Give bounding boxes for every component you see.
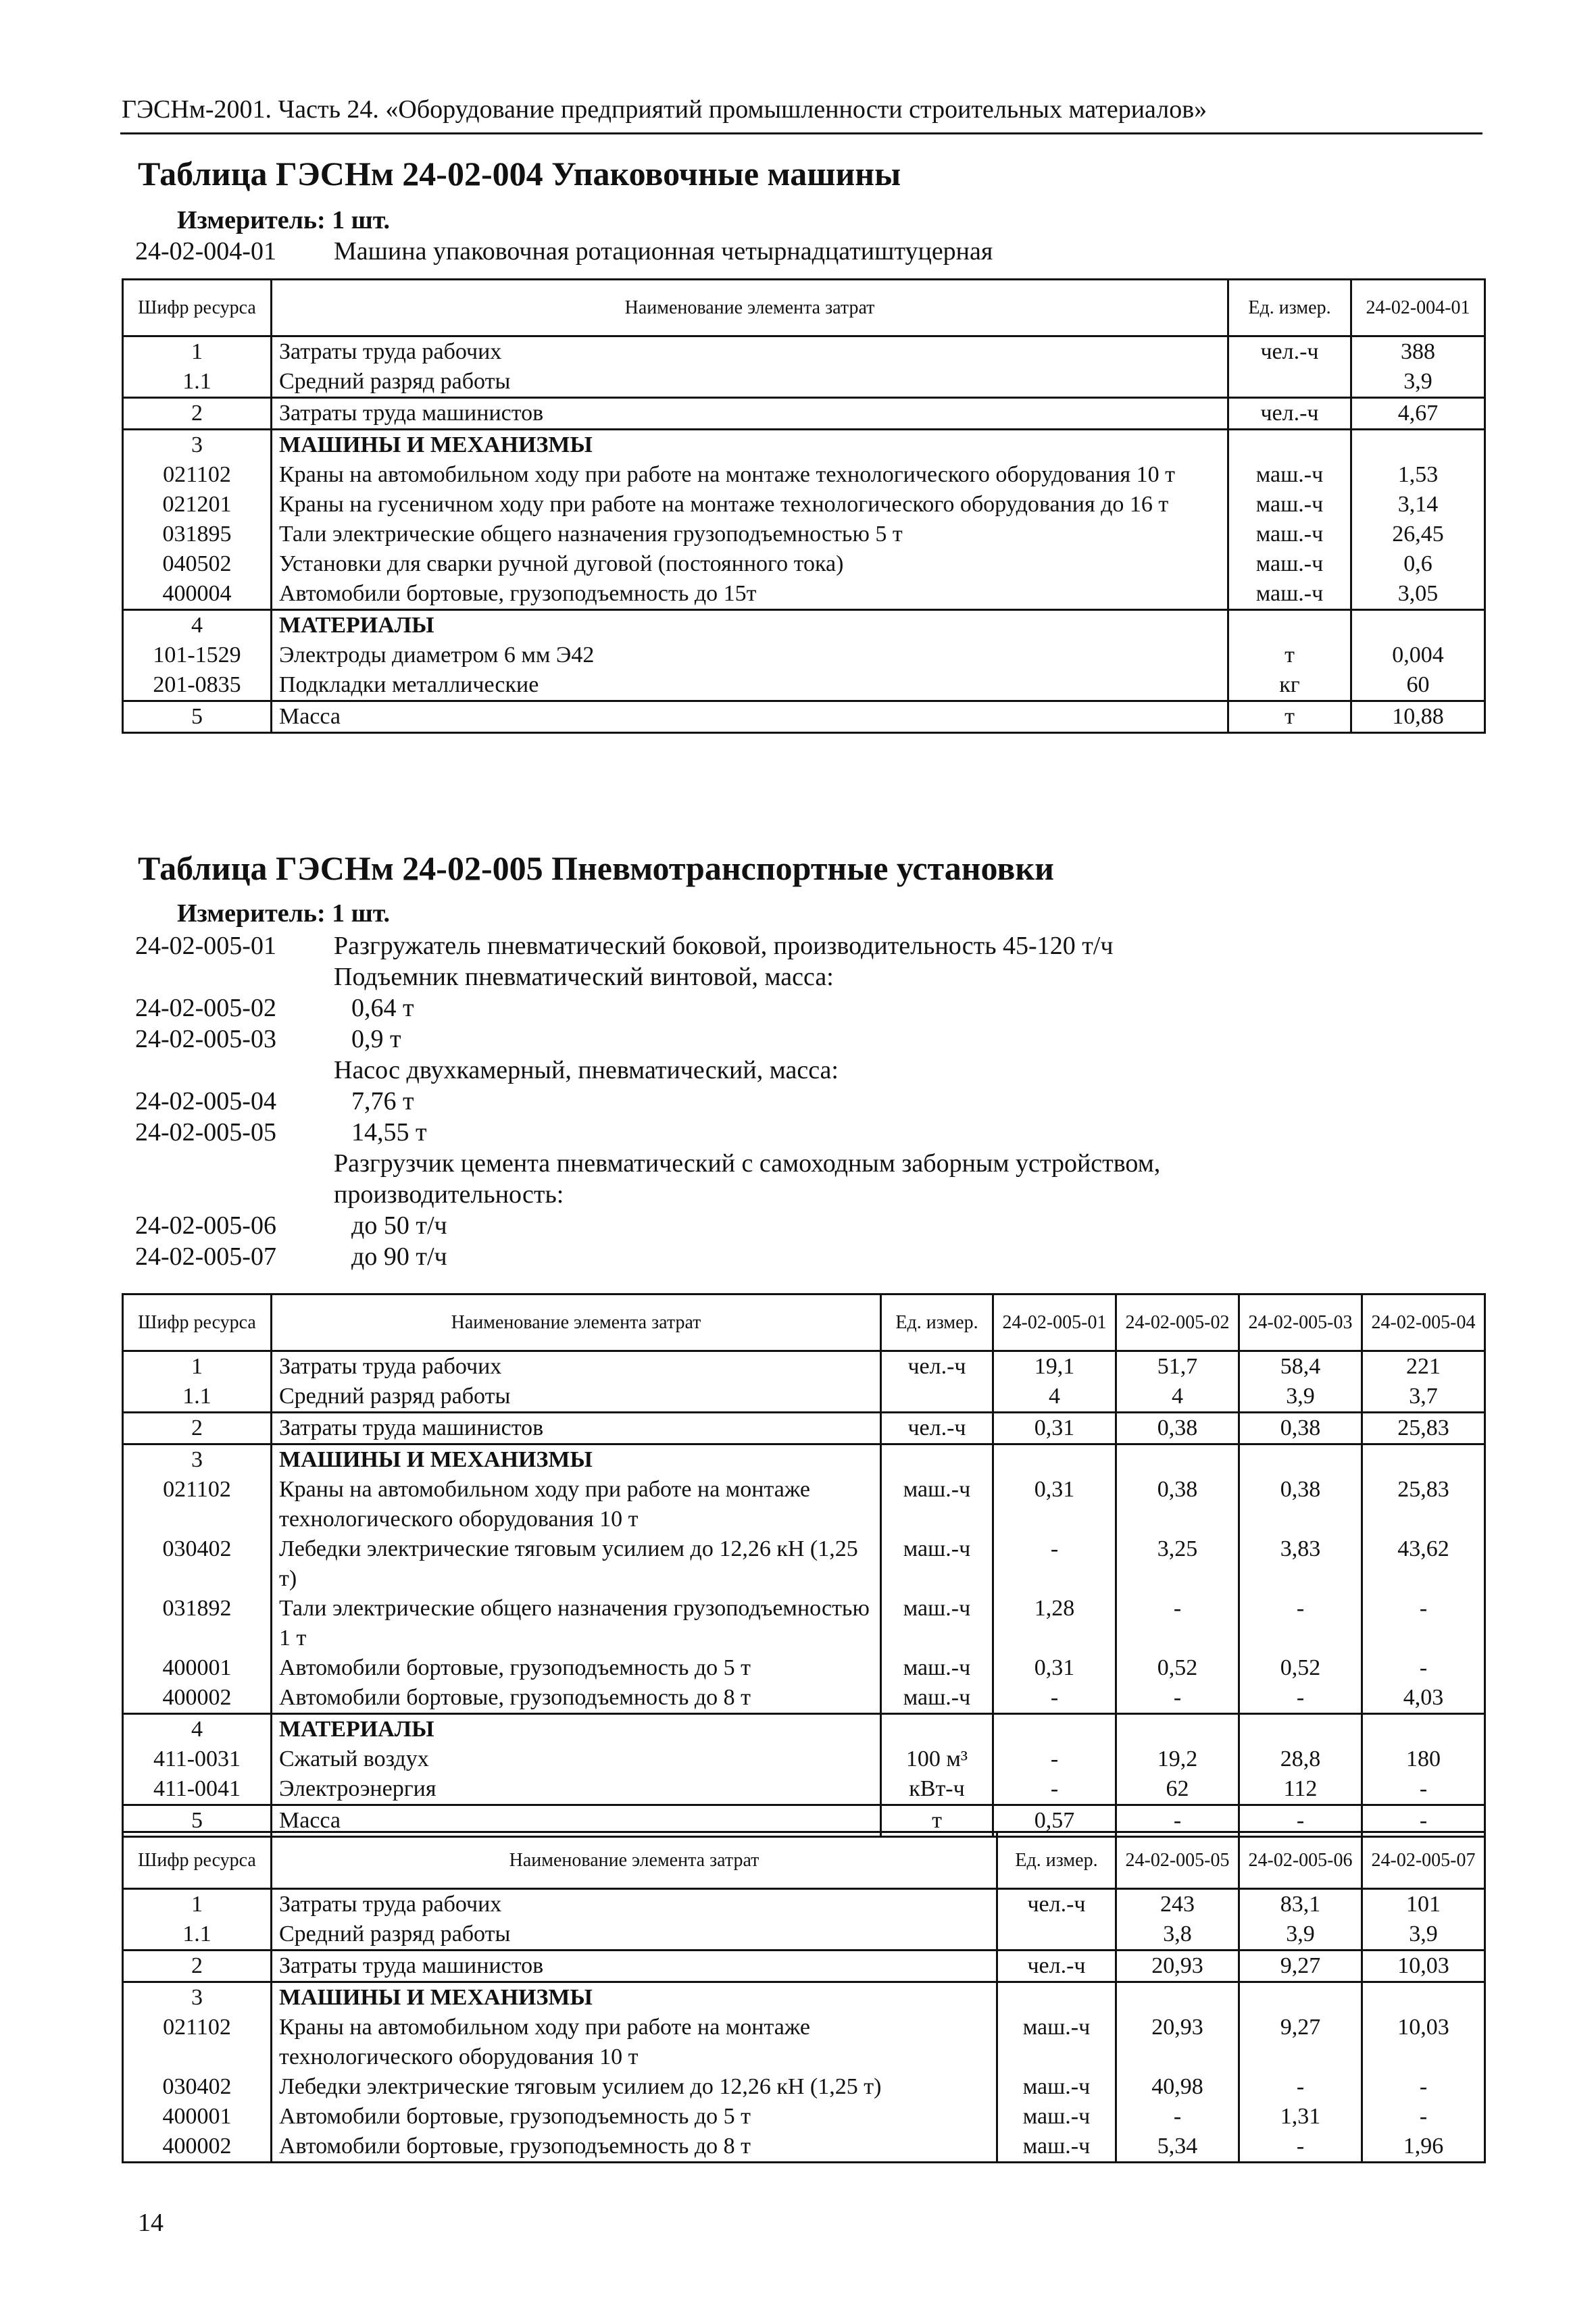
cell-name: Электроды диаметром 6 мм Э42	[272, 640, 1228, 670]
table-row	[123, 1744, 1485, 1774]
cell-unit: чел.-ч	[1228, 398, 1351, 430]
cell-code: 1	[123, 1889, 272, 1920]
running-header: ГЭСНм-2001. Часть 24. «Оборудование предприятий промышленности строительных материалов»	[122, 95, 1207, 124]
table-row	[123, 1444, 1485, 1476]
cell-value: 10,88	[1351, 701, 1485, 733]
cell-code: 400004	[123, 579, 272, 610]
cell-value: 388	[1351, 336, 1485, 368]
cell-unit	[881, 1382, 993, 1413]
cell-unit: маш.-ч	[997, 2102, 1116, 2132]
table-row	[123, 1653, 1485, 1683]
cell-value: 4	[993, 1382, 1116, 1413]
header-cell: Ед. измер.	[1228, 280, 1351, 336]
cell-value	[1116, 1982, 1239, 2013]
cell-value: 3,05	[1351, 579, 1485, 610]
cell-value: 0,52	[1239, 1653, 1362, 1683]
cell-code: 031892	[123, 1594, 272, 1653]
cell-code: 400002	[123, 2132, 272, 2163]
cell-name: Средний разряд работы	[272, 367, 1228, 398]
cell-value: -	[1116, 1683, 1239, 1714]
cell-value: 0,38	[1116, 1413, 1239, 1444]
cell-name: Затраты труда машинистов	[272, 1413, 881, 1444]
cell-value: 10,03	[1362, 2013, 1485, 2072]
cell-unit: т	[1228, 640, 1351, 670]
cell-value: 9,27	[1239, 1951, 1362, 1982]
cell-value: 26,45	[1351, 520, 1485, 549]
table-row	[123, 1919, 1485, 1951]
table-row	[123, 1594, 1485, 1653]
cell-name: Установки для сварки ручной дуговой (постоянного тока)	[272, 549, 1228, 579]
cell-code: 1	[123, 336, 272, 368]
cell-code: 201-0835	[123, 670, 272, 701]
cell-value: 83,1	[1239, 1889, 1362, 1920]
table-row	[123, 1413, 1485, 1444]
cell-value: 0,57	[993, 1805, 1116, 1837]
section2-table-1	[122, 1293, 1486, 1838]
table-row	[123, 1351, 1485, 1382]
cell-unit: маш.-ч	[1228, 549, 1351, 579]
header-cell: 24-02-005-05	[1116, 1832, 1239, 1889]
cell-value	[1239, 1982, 1362, 2013]
cell-value: 25,83	[1362, 1413, 1485, 1444]
cell-value: 3,7	[1362, 1382, 1485, 1413]
item-code: 24-02-005-01	[135, 932, 276, 960]
cell-code: 411-0041	[123, 1774, 272, 1805]
header-cell: 24-02-005-06	[1239, 1832, 1362, 1889]
cell-unit: маш.-ч	[881, 1534, 993, 1594]
item-code: 24-02-005-02	[135, 994, 276, 1022]
cell-value	[993, 1444, 1116, 1476]
header-cell: Наименование элемента затрат	[272, 1832, 997, 1889]
table-row	[123, 520, 1485, 549]
cell-value: -	[993, 1774, 1116, 1805]
header-cell: 24-02-005-03	[1239, 1294, 1362, 1351]
header-cell: Шифр ресурса	[123, 1294, 272, 1351]
cell-value: 0,31	[993, 1475, 1116, 1534]
table-row	[123, 460, 1485, 490]
cell-value: 28,8	[1239, 1744, 1362, 1774]
table-row	[123, 579, 1485, 610]
cell-value: -	[1239, 2132, 1362, 2163]
cell-code: 031895	[123, 520, 272, 549]
cell-value: 3,9	[1239, 1919, 1362, 1951]
table-row	[123, 670, 1485, 701]
item-text: производительность:	[334, 1180, 564, 1209]
cell-value: -	[1362, 1805, 1485, 1837]
cell-value: -	[993, 1683, 1116, 1714]
cell-unit: 100 м³	[881, 1744, 993, 1774]
table-row	[123, 2013, 1485, 2072]
cell-value: 10,03	[1362, 1951, 1485, 1982]
table-row	[123, 398, 1485, 430]
cell-value: 0,6	[1351, 549, 1485, 579]
cell-value: -	[1239, 2072, 1362, 2102]
cell-name: Затраты труда машинистов	[272, 398, 1228, 430]
header-cell: 24-02-005-01	[993, 1294, 1116, 1351]
cell-code: 021102	[123, 1475, 272, 1534]
table-row	[123, 701, 1485, 733]
item-code: 24-02-005-05	[135, 1118, 276, 1147]
header-cell: Шифр ресурса	[123, 1832, 272, 1889]
cell-unit: чел.-ч	[881, 1351, 993, 1382]
header-cell: Шифр ресурса	[123, 280, 272, 336]
cell-name: Подкладки металлические	[272, 670, 1228, 701]
cell-name: Краны на автомобильном ходу при работе на монтаже технологического оборудования 10 т	[272, 460, 1228, 490]
cell-unit: кВт-ч	[881, 1774, 993, 1805]
cell-code: 021102	[123, 2013, 272, 2072]
table-row	[123, 549, 1485, 579]
cell-value: 0,004	[1351, 640, 1485, 670]
cell-unit: маш.-ч	[997, 2072, 1116, 2102]
header-cell: Наименование элемента затрат	[272, 280, 1228, 336]
header-rule	[120, 132, 1482, 134]
cell-name: Масса	[272, 1805, 881, 1837]
cell-value	[1116, 1444, 1239, 1476]
cell-value: 62	[1116, 1774, 1239, 1805]
cell-name: Затраты труда рабочих	[272, 1351, 881, 1382]
cell-unit: маш.-ч	[1228, 490, 1351, 520]
table-row	[123, 336, 1485, 368]
cell-value: 0,38	[1239, 1413, 1362, 1444]
cell-code: 021201	[123, 490, 272, 520]
table-row	[123, 640, 1485, 670]
cell-name: Лебедки электрические тяговым усилием до 12,26 кН (1,25 т)	[272, 2072, 997, 2102]
cell-value: -	[1362, 1774, 1485, 1805]
cell-name: МАШИНЫ И МЕХАНИЗМЫ	[272, 1982, 997, 2013]
cell-unit: маш.-ч	[1228, 579, 1351, 610]
cell-name: Автомобили бортовые, грузоподъемность до 8 т	[272, 1683, 881, 1714]
table-row	[123, 610, 1485, 641]
cell-value: 60	[1351, 670, 1485, 701]
section2-table-2	[122, 1831, 1486, 2163]
cell-value: 1,28	[993, 1594, 1116, 1653]
header-cell: Ед. измер.	[881, 1294, 993, 1351]
cell-code: 400001	[123, 1653, 272, 1683]
cell-value: -	[1362, 1653, 1485, 1683]
table-row	[123, 1982, 1485, 2013]
cell-code: 1.1	[123, 1919, 272, 1951]
cell-value: 19,2	[1116, 1744, 1239, 1774]
cell-unit: маш.-ч	[1228, 460, 1351, 490]
cell-unit	[997, 1919, 1116, 1951]
header-cell: 24-02-004-01	[1351, 280, 1485, 336]
table-row	[123, 1475, 1485, 1534]
cell-name: Средний разряд работы	[272, 1382, 881, 1413]
cell-code: 1.1	[123, 1382, 272, 1413]
table-row	[123, 430, 1485, 461]
section1-table	[122, 278, 1486, 734]
cell-unit	[1228, 430, 1351, 461]
table-row	[123, 1534, 1485, 1594]
cell-unit: т	[881, 1805, 993, 1837]
cell-code: 400001	[123, 2102, 272, 2132]
cell-value: -	[1362, 2102, 1485, 2132]
cell-name: Сжатый воздух	[272, 1744, 881, 1774]
item-text: до 50 т/ч	[351, 1211, 447, 1240]
cell-name: МАТЕРИАЛЫ	[272, 1714, 881, 1745]
cell-value	[1116, 1714, 1239, 1745]
item-text: Подъемник пневматический винтовой, масса:	[334, 963, 834, 991]
cell-value: 58,4	[1239, 1351, 1362, 1382]
cell-code: 5	[123, 701, 272, 733]
cell-value: 0,38	[1116, 1475, 1239, 1534]
cell-unit: маш.-ч	[997, 2132, 1116, 2163]
item-code: 24-02-005-03	[135, 1025, 276, 1053]
cell-value	[1239, 1444, 1362, 1476]
cell-name: Средний разряд работы	[272, 1919, 997, 1951]
cell-value: 180	[1362, 1744, 1485, 1774]
cell-value: -	[1116, 1805, 1239, 1837]
cell-value	[993, 1714, 1116, 1745]
section1-item-code: 24-02-004-01	[135, 237, 276, 266]
cell-value: 0,38	[1239, 1475, 1362, 1534]
cell-value: 4	[1116, 1382, 1239, 1413]
section2-measure: Измеритель: 1 шт.	[177, 899, 391, 928]
cell-code: 101-1529	[123, 640, 272, 670]
cell-value: -	[1362, 2072, 1485, 2102]
cell-value: 243	[1116, 1889, 1239, 1920]
cell-unit: маш.-ч	[881, 1475, 993, 1534]
cell-value: 4,67	[1351, 398, 1485, 430]
table-row	[123, 1889, 1485, 1920]
cell-value: 3,9	[1362, 1919, 1485, 1951]
cell-value: 0,52	[1116, 1653, 1239, 1683]
cell-name: Электроэнергия	[272, 1774, 881, 1805]
cell-name: Лебедки электрические тяговым усилием до 12,26 кН (1,25 т)	[272, 1534, 881, 1594]
item-text: до 90 т/ч	[351, 1242, 447, 1271]
table-row	[123, 1951, 1485, 1982]
cell-code: 040502	[123, 549, 272, 579]
cell-code: 1	[123, 1351, 272, 1382]
cell-code: 2	[123, 398, 272, 430]
cell-value: 19,1	[993, 1351, 1116, 1382]
cell-value: 43,62	[1362, 1534, 1485, 1594]
cell-value: -	[1239, 1683, 1362, 1714]
cell-value: 221	[1362, 1351, 1485, 1382]
cell-name: Тали электрические общего назначения грузоподъемностью 1 т	[272, 1594, 881, 1653]
cell-value: 3,83	[1239, 1534, 1362, 1594]
cell-value: -	[1239, 1805, 1362, 1837]
cell-code: 4	[123, 610, 272, 641]
table-row	[123, 1714, 1485, 1745]
cell-name: Автомобили бортовые, грузоподъемность до 5 т	[272, 2102, 997, 2132]
table-row	[123, 1382, 1485, 1413]
cell-name: МАШИНЫ И МЕХАНИЗМЫ	[272, 1444, 881, 1476]
cell-value: 0,31	[993, 1413, 1116, 1444]
cell-value: 112	[1239, 1774, 1362, 1805]
item-code: 24-02-005-06	[135, 1211, 276, 1240]
cell-unit: чел.-ч	[997, 1889, 1116, 1920]
cell-code: 2	[123, 1951, 272, 1982]
item-code: 24-02-005-04	[135, 1087, 276, 1115]
cell-value: 20,93	[1116, 1951, 1239, 1982]
cell-name: МАТЕРИАЛЫ	[272, 610, 1228, 641]
cell-value: 25,83	[1362, 1475, 1485, 1534]
cell-value: -	[1116, 1594, 1239, 1653]
table-header-row	[123, 1832, 1485, 1889]
section2-title: Таблица ГЭСНм 24-02-005 Пневмотранспортные установки	[138, 849, 1054, 887]
cell-name: Краны на автомобильном ходу при работе на монтаже технологического оборудования 10 т	[272, 2013, 997, 2072]
item-text: Насос двухкамерный, пневматический, масса:	[334, 1056, 839, 1084]
cell-value	[1351, 430, 1485, 461]
cell-unit	[1228, 367, 1351, 398]
item-text: Разгрузчик цемента пневматический с самоходным заборным устройством,	[334, 1149, 1161, 1178]
cell-value: -	[993, 1534, 1116, 1594]
cell-value	[1351, 610, 1485, 641]
header-cell: 24-02-005-04	[1362, 1294, 1485, 1351]
cell-unit	[881, 1444, 993, 1476]
cell-unit: кг	[1228, 670, 1351, 701]
cell-unit	[1228, 610, 1351, 641]
cell-value: -	[1362, 1594, 1485, 1653]
cell-value: 3,8	[1116, 1919, 1239, 1951]
cell-value: 4,03	[1362, 1683, 1485, 1714]
cell-name: Затраты труда рабочих	[272, 1889, 997, 1920]
item-text: 0,9 т	[351, 1025, 401, 1053]
cell-code: 400002	[123, 1683, 272, 1714]
cell-unit: маш.-ч	[881, 1594, 993, 1653]
cell-value: 0,31	[993, 1653, 1116, 1683]
cell-value: 51,7	[1116, 1351, 1239, 1382]
cell-value	[1239, 1714, 1362, 1745]
table-header-row	[123, 1294, 1485, 1351]
cell-name: МАШИНЫ И МЕХАНИЗМЫ	[272, 430, 1228, 461]
cell-value: -	[993, 1744, 1116, 1774]
cell-name: Автомобили бортовые, грузоподъемность до 5 т	[272, 1653, 881, 1683]
cell-value: -	[1116, 2102, 1239, 2132]
cell-unit: чел.-ч	[881, 1413, 993, 1444]
cell-unit	[997, 1982, 1116, 2013]
page-number: 14	[138, 2209, 164, 2237]
cell-code: 030402	[123, 2072, 272, 2102]
cell-name: Краны на автомобильном ходу при работе на монтаже технологического оборудования 10 т	[272, 1475, 881, 1534]
item-text: 0,64 т	[351, 994, 414, 1022]
header-cell: 24-02-005-02	[1116, 1294, 1239, 1351]
cell-name: Затраты труда рабочих	[272, 336, 1228, 368]
cell-value: 3,9	[1239, 1382, 1362, 1413]
cell-unit: т	[1228, 701, 1351, 733]
header-cell: Наименование элемента затрат	[272, 1294, 881, 1351]
header-cell: Ед. измер.	[997, 1832, 1116, 1889]
cell-value: 40,98	[1116, 2072, 1239, 2102]
table-row	[123, 1774, 1485, 1805]
cell-unit: маш.-ч	[881, 1653, 993, 1683]
cell-unit: маш.-ч	[881, 1683, 993, 1714]
item-text: Разгружатель пневматический боковой, производительность 45-120 т/ч	[334, 932, 1114, 960]
table-row	[123, 490, 1485, 520]
cell-unit	[881, 1714, 993, 1745]
cell-value: 1,31	[1239, 2102, 1362, 2132]
table-row	[123, 2102, 1485, 2132]
cell-unit: маш.-ч	[997, 2013, 1116, 2072]
cell-value: 20,93	[1116, 2013, 1239, 2072]
cell-value	[1362, 1982, 1485, 2013]
section1-item-text: Машина упаковочная ротационная четырнадцатиштуцерная	[334, 237, 993, 266]
cell-value: 3,25	[1116, 1534, 1239, 1594]
cell-value: 9,27	[1239, 2013, 1362, 2072]
cell-code: 021102	[123, 460, 272, 490]
table-row	[123, 367, 1485, 398]
cell-name: Тали электрические общего назначения грузоподъемностью 5 т	[272, 520, 1228, 549]
item-text: 7,76 т	[351, 1087, 414, 1115]
cell-value	[1362, 1444, 1485, 1476]
cell-name: Автомобили бортовые, грузоподъемность до 8 т	[272, 2132, 997, 2163]
cell-code: 3	[123, 1444, 272, 1476]
table-row	[123, 2072, 1485, 2102]
item-text: 14,55 т	[351, 1118, 427, 1147]
cell-value: 3,9	[1351, 367, 1485, 398]
cell-name: Затраты труда машинистов	[272, 1951, 997, 1982]
table-header-row	[123, 280, 1485, 336]
cell-value: 101	[1362, 1889, 1485, 1920]
cell-code: 1.1	[123, 367, 272, 398]
cell-value: 3,14	[1351, 490, 1485, 520]
cell-name: Краны на гусеничном ходу при работе на монтаже технологического оборудования до 16 т	[272, 490, 1228, 520]
cell-unit: чел.-ч	[1228, 336, 1351, 368]
section1-measure: Измеритель: 1 шт.	[177, 206, 391, 234]
cell-code: 4	[123, 1714, 272, 1745]
cell-code: 3	[123, 1982, 272, 2013]
cell-value	[1362, 1714, 1485, 1745]
cell-value: 1,53	[1351, 460, 1485, 490]
cell-unit: маш.-ч	[1228, 520, 1351, 549]
cell-code: 3	[123, 430, 272, 461]
item-code: 24-02-005-07	[135, 1242, 276, 1271]
cell-name: Автомобили бортовые, грузоподъемность до 15т	[272, 579, 1228, 610]
header-cell: 24-02-005-07	[1362, 1832, 1485, 1889]
cell-value: 1,96	[1362, 2132, 1485, 2163]
cell-value: 5,34	[1116, 2132, 1239, 2163]
table-row	[123, 2132, 1485, 2163]
cell-name: Масса	[272, 701, 1228, 733]
cell-value: -	[1239, 1594, 1362, 1653]
cell-unit: чел.-ч	[997, 1951, 1116, 1982]
cell-code: 030402	[123, 1534, 272, 1594]
cell-code: 2	[123, 1413, 272, 1444]
cell-code: 5	[123, 1805, 272, 1837]
table-row	[123, 1683, 1485, 1714]
cell-code: 411-0031	[123, 1744, 272, 1774]
section1-title: Таблица ГЭСНм 24-02-004 Упаковочные машины	[138, 155, 901, 193]
